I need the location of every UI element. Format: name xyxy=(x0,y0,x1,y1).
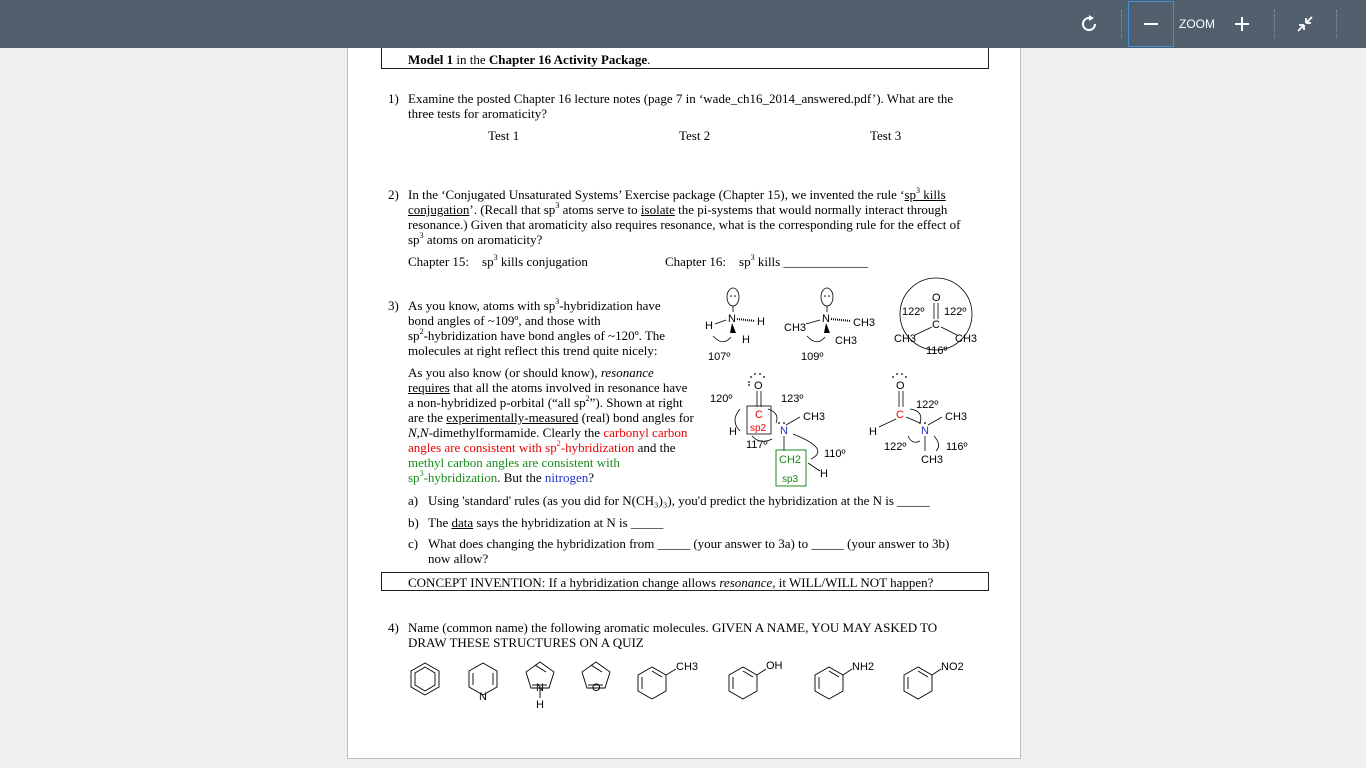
q3-p2-line6: angles are consistent with $sp^2$-hybridization and the xyxy=(408,439,676,455)
svg-text:H: H xyxy=(869,426,877,438)
svg-text:sp3: sp3 xyxy=(782,474,799,485)
angle-123: 123º xyxy=(781,393,804,405)
aniline-structure xyxy=(815,667,852,699)
svg-text:H: H xyxy=(820,468,828,480)
svg-text:CH3: CH3 xyxy=(894,333,917,345)
q1-test-2: Test 2 xyxy=(679,128,711,143)
angle-122-left: 122º xyxy=(902,306,925,318)
acetone-structure xyxy=(894,278,977,357)
toluene-structure xyxy=(638,667,676,699)
svg-text:C: C xyxy=(755,409,763,421)
angle-107: 107º xyxy=(708,351,731,363)
q2-line3: resonance.) Given that aromaticity also requires resonance, what is the corresponding rule for the effect of xyxy=(408,217,961,232)
q4-line1: Name (common name) the following aromatic molecules. GIVEN A NAME, YOU MAY ASKED TO xyxy=(408,620,938,635)
q3-p2-line5: N,N-dimethylformamide. Clearly the carbonyl carbon xyxy=(408,425,688,440)
svg-text:N: N xyxy=(822,313,830,325)
nitrobenzene-structure xyxy=(904,667,941,699)
q2-line2: conjugation’. (Recall that $sp^3$ atoms serve to isolate the pi-systems that would normally interact through xyxy=(408,201,948,217)
q1-test-3: Test 3 xyxy=(870,128,902,143)
svg-text:N: N xyxy=(536,682,544,694)
model-line: Model 1 in the Chapter 16 Activity Package. xyxy=(408,52,651,67)
angle-110: 110º xyxy=(824,448,846,460)
q3-p1-line1: As you know, atoms with $sp^3$-hybridization have xyxy=(408,297,661,313)
dmf-structure-right xyxy=(869,373,968,466)
svg-text:N: N xyxy=(479,691,487,703)
q3-p2-line7: methyl carbon angles are consistent with xyxy=(408,455,620,470)
angle-122-bottom: 122º xyxy=(884,441,907,453)
svg-text:N: N xyxy=(780,425,788,437)
q3-p1-line3: $sp^2$-hybridization have bond angles of ~120º. The xyxy=(408,327,666,343)
zoom-out-button[interactable] xyxy=(1128,1,1174,47)
q3a-label: a) xyxy=(408,493,419,508)
refresh-icon xyxy=(1078,13,1100,35)
svg-text:CH3: CH3 xyxy=(803,411,826,423)
svg-text:H: H xyxy=(705,320,713,332)
svg-text:N: N xyxy=(728,313,736,325)
q2-chapter15: Chapter 15: $sp^3$ kills conjugation xyxy=(408,253,588,269)
phenol-structure xyxy=(729,667,766,699)
angle-117: 117º xyxy=(746,439,768,451)
q3c-label: c) xyxy=(408,536,419,551)
svg-text:CH2: CH2 xyxy=(779,454,802,466)
q1-line2: three tests for aromaticity? xyxy=(408,106,547,121)
q3-p2-line4: are the experimentally-measured (real) bond angles for xyxy=(408,410,694,425)
svg-text:sp2: sp2 xyxy=(750,423,767,434)
q3-p2-line1: As you also know (or should know), resonance xyxy=(408,365,654,380)
angle-120: 120º xyxy=(710,393,733,405)
q3c-text1: What does changing the hybridization from _____ (your answer to 3a) to _____ (your answer to 3b) xyxy=(428,536,950,551)
benzene-structure xyxy=(411,663,439,695)
q3-p2-line3: a non-hybridized p-orbital (“all $sp^2$”). Shown at right xyxy=(408,394,683,410)
toolbar-divider xyxy=(1274,10,1275,38)
q3c-text2: now allow? xyxy=(428,551,489,566)
svg-text:N: N xyxy=(921,425,929,437)
toolbar-divider xyxy=(1336,10,1337,38)
q2-line1: In the ‘Conjugated Unsaturated Systems’ Exercise package (Chapter 15), we invented the rule ‘$sp^3$ kills xyxy=(408,186,946,202)
q1-number: 1) xyxy=(388,91,399,106)
aromatic-labels xyxy=(479,660,964,711)
exit-fullscreen-button[interactable] xyxy=(1282,0,1328,48)
zoom-in-icon xyxy=(1234,16,1250,32)
svg-text:H: H xyxy=(757,316,765,328)
svg-text:NO2: NO2 xyxy=(941,661,964,673)
svg-text:O: O xyxy=(592,682,601,694)
svg-text:CH3: CH3 xyxy=(853,317,876,329)
collapse-icon xyxy=(1295,14,1315,34)
q3b-label: b) xyxy=(408,515,419,530)
q3b-text: The data says the hybridization at N is _____ xyxy=(428,515,664,530)
trimethylamine-structure xyxy=(784,288,875,363)
zoom-label: ZOOM xyxy=(1179,17,1215,31)
svg-text:H: H xyxy=(742,334,750,346)
svg-text:O: O xyxy=(896,380,905,392)
dmf-structure-left xyxy=(710,373,846,486)
svg-text:CH3: CH3 xyxy=(921,454,944,466)
ammonia-structure xyxy=(705,288,765,363)
document-page xyxy=(347,30,1021,759)
svg-text:CH3: CH3 xyxy=(784,322,807,334)
svg-text:OH: OH xyxy=(766,660,783,672)
svg-text:CH3: CH3 xyxy=(676,661,699,673)
q4-line2: DRAW THESE STRUCTURES ON A QUIZ xyxy=(408,635,644,650)
svg-text:CH3: CH3 xyxy=(835,335,858,347)
angle-109: 109º xyxy=(801,351,824,363)
svg-text:H: H xyxy=(536,699,544,711)
zoom-in-button[interactable] xyxy=(1219,0,1265,48)
angle-116-dmf: 116º xyxy=(946,441,968,453)
chemistry-figures xyxy=(348,31,1022,760)
q3a-text: Using 'standard' rules (as you did for N(CH₃)₃), you'd predict the hybridization at the N is _____ xyxy=(428,493,930,508)
concept-text: CONCEPT INVENTION: If a hybridization change allows resonance, it WILL/WILL NOT happen? xyxy=(408,575,934,590)
viewer-toolbar xyxy=(0,0,1366,48)
q3-p2-line8: $sp^3$-hybridization. But the nitrogen? xyxy=(408,469,594,485)
zoom-out-icon xyxy=(1143,16,1159,32)
svg-text:CH3: CH3 xyxy=(945,411,968,423)
svg-text:C: C xyxy=(896,409,904,421)
q1-line1: Examine the posted Chapter 16 lecture notes (page 7 in ‘wade_ch16_2014_answered.pdf’). What are the xyxy=(408,91,954,106)
q4-number: 4) xyxy=(388,620,399,635)
angle-116: 116º xyxy=(926,345,948,357)
q3-p1-line4: molecules at right reflect this trend quite nicely: xyxy=(408,343,658,358)
q3-number: 3) xyxy=(388,298,399,313)
q2-number: 2) xyxy=(388,187,399,202)
svg-text:O: O xyxy=(932,292,941,304)
toolbar-divider xyxy=(1121,10,1122,38)
svg-text:H: H xyxy=(729,426,737,438)
svg-text:CH3: CH3 xyxy=(955,333,978,345)
q3-p1-line2: bond angles of ~109º, and those with xyxy=(408,313,601,328)
angle-122-right: 122º xyxy=(944,306,967,318)
q2-chapter16: Chapter 16: $sp^3$ kills _____________ xyxy=(665,253,868,269)
svg-text:O: O xyxy=(754,380,763,392)
svg-text:NH2: NH2 xyxy=(852,661,875,673)
q1-test-1: Test 1 xyxy=(488,128,520,143)
svg-text:C: C xyxy=(932,319,940,331)
angle-122-top: 122º xyxy=(916,399,939,411)
q2-line4: $sp^3$ atoms on aromaticity? xyxy=(408,231,543,247)
q3-p2-line2: requires that all the atoms involved in resonance have xyxy=(408,380,688,395)
refresh-button[interactable] xyxy=(1066,0,1112,48)
